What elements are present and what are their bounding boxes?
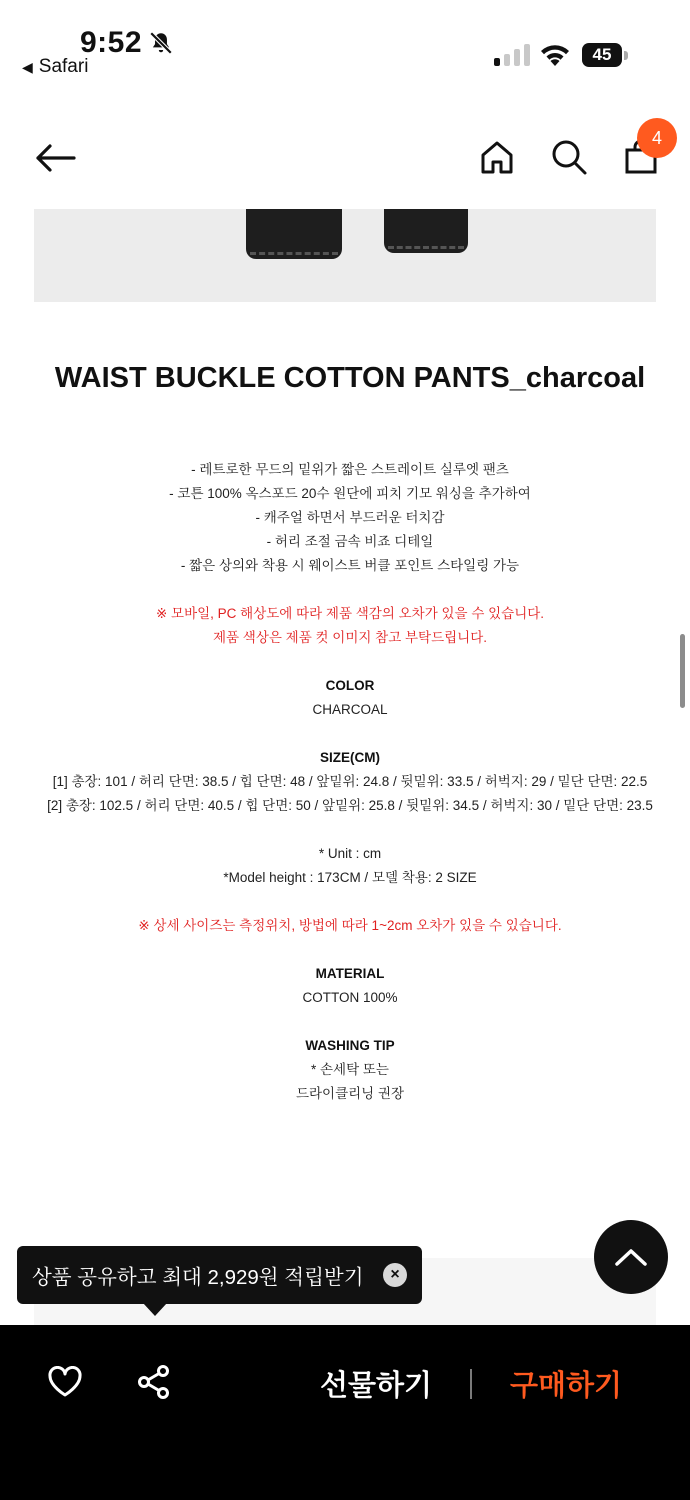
like-button[interactable] — [44, 1361, 86, 1403]
size-unit: * Unit : cm — [318, 846, 382, 861]
cart-count-badge: 4 — [637, 118, 677, 158]
size-row: [2] 총장: 102.5 / 허리 단면: 40.5 / 힙 단면: 50 / 앞밑위: 25.8 / 뒷밑위: 34.5 / 허벅지: 30 / 밑단 단면: 23.5 — [47, 798, 653, 813]
tooltip-close-button[interactable] — [383, 1263, 407, 1287]
size-section — [0, 746, 690, 818]
back-to-app-link[interactable] — [22, 56, 88, 78]
buy-button[interactable]: 구매하기 — [509, 1369, 623, 1402]
heart-icon — [47, 1366, 83, 1398]
back-button[interactable] — [30, 136, 80, 180]
boot-right-shape — [384, 209, 468, 253]
back-triangle-icon: ◀ — [22, 58, 33, 75]
feature-item: - 허리 조절 금속 비죠 디테일 — [266, 534, 434, 549]
share-reward-tooltip[interactable] — [17, 1246, 422, 1304]
status-bar — [0, 0, 690, 90]
back-arrow-icon — [34, 143, 76, 173]
color-section — [0, 674, 690, 722]
washing-line: 드라이클리닝 권장 — [295, 1086, 405, 1101]
status-time: 9:52 — [80, 26, 143, 59]
scrollbar[interactable] — [680, 634, 685, 708]
feature-list — [0, 458, 690, 578]
wifi-icon — [538, 42, 572, 68]
size-notice-section — [0, 914, 690, 938]
product-title: WAIST BUCKLE COTTON PANTS_charcoal — [54, 362, 646, 394]
tooltip-tail — [143, 1303, 167, 1316]
battery-level: 45 — [592, 45, 612, 64]
battery-icon — [582, 43, 628, 67]
search-button[interactable] — [546, 134, 592, 180]
feature-item: - 짧은 상의와 착용 시 웨이스트 버클 포인트 스타일링 가능 — [180, 558, 520, 573]
size-notice: ※ 상세 사이즈는 측정위치, 방법에 따라 1~2cm 오차가 있을 수 있습니다. — [138, 918, 562, 933]
share-reward-text: 상품 공유하고 최대 2,929원 적립받기 — [32, 1266, 364, 1289]
feature-item: - 코튼 100% 옥스포드 20수 원단에 피치 기모 워싱을 추가하여 — [169, 486, 531, 501]
washing-line: * 손세탁 또는 — [311, 1062, 389, 1077]
scroll-to-top-button[interactable] — [594, 1220, 668, 1294]
color-notice-line: 제품 색상은 제품 컷 이미지 참고 부탁드립니다. — [212, 630, 488, 645]
size-heading: SIZE(CM) — [320, 750, 380, 765]
search-icon — [550, 138, 588, 176]
model-info: *Model height : 173CM / 모델 착용: 2 SIZE — [223, 870, 477, 885]
boot-left-shape — [246, 209, 342, 259]
bottom-action-bar — [0, 1325, 690, 1500]
signal-icon — [494, 44, 530, 66]
washing-heading: WASHING TIP — [305, 1038, 395, 1053]
size-unit-section — [0, 842, 690, 890]
color-heading: COLOR — [325, 678, 375, 693]
close-icon: × — [390, 1266, 400, 1283]
size-row: [1] 총장: 101 / 허리 단면: 38.5 / 힙 단면: 48 / 앞밑위: 24.8 / 뒷밑위: 33.5 / 허벅지: 29 / 밑단 단면: 22.5 — [52, 774, 648, 789]
material-value: COTTON 100% — [302, 990, 398, 1005]
app-header — [0, 110, 690, 206]
share-button[interactable] — [133, 1361, 175, 1403]
bell-slash-icon — [148, 30, 174, 56]
product-image — [34, 209, 656, 302]
color-notice-line: ※ 모바일, PC 해상도에 따라 제품 색감의 오차가 있을 수 있습니다. — [155, 606, 545, 621]
gift-button[interactable]: 선물하기 — [319, 1369, 433, 1402]
material-heading: MATERIAL — [315, 966, 385, 981]
feature-item: - 레트로한 무드의 밑위가 짧은 스트레이트 실루엣 팬츠 — [191, 462, 509, 477]
feature-item: - 캐주얼 하면서 부드러운 터치감 — [255, 510, 445, 525]
home-button[interactable] — [474, 134, 520, 180]
color-notice — [0, 602, 690, 650]
back-app-label: Safari — [38, 56, 89, 77]
home-icon — [479, 139, 515, 175]
color-value: CHARCOAL — [312, 702, 388, 717]
material-section — [0, 962, 690, 1010]
washing-section — [0, 1034, 690, 1106]
share-icon — [136, 1364, 172, 1400]
chevron-up-icon — [614, 1247, 648, 1267]
button-divider — [470, 1369, 472, 1399]
